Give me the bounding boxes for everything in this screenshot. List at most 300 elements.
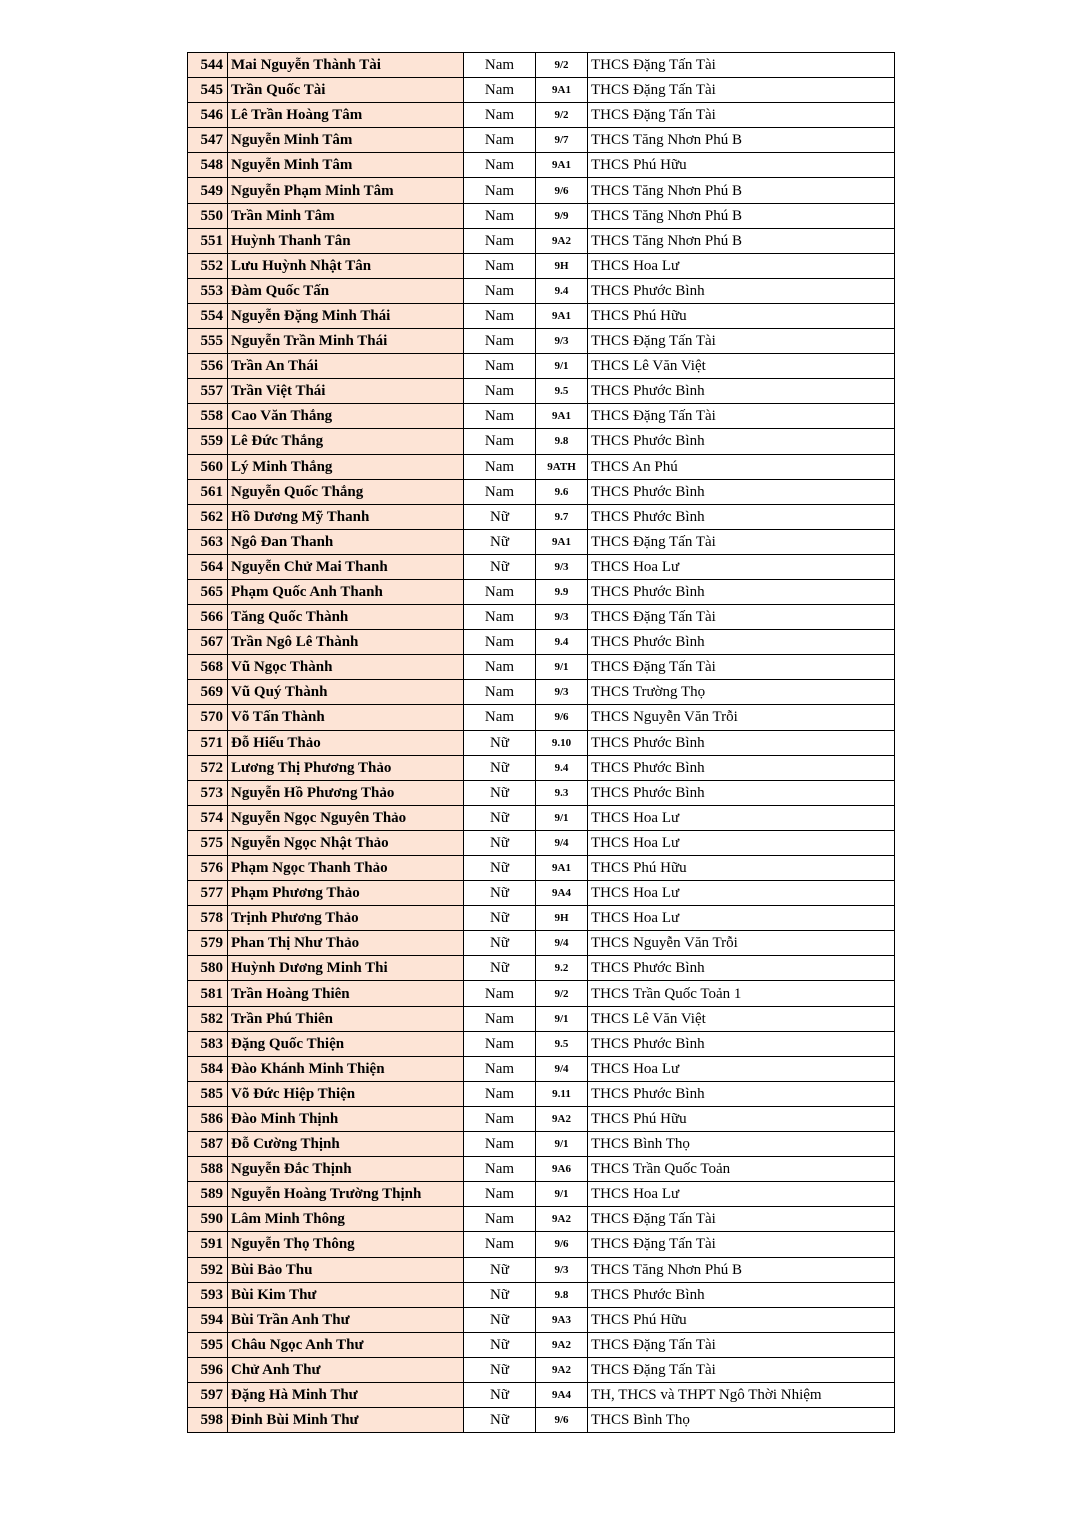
row-number-cell: 563 bbox=[188, 529, 228, 554]
table-row bbox=[188, 278, 895, 303]
row-number-cell: 559 bbox=[188, 429, 228, 454]
class-cell: 9A4 bbox=[536, 881, 588, 906]
class-cell: 9.4 bbox=[536, 755, 588, 780]
row-number-cell: 587 bbox=[188, 1132, 228, 1157]
class-cell: 9.8 bbox=[536, 429, 588, 454]
table-row bbox=[188, 1207, 895, 1232]
student-name-cell: Vũ Ngọc Thành bbox=[228, 655, 464, 680]
student-name-cell: Lâm Minh Thông bbox=[228, 1207, 464, 1232]
table-row bbox=[188, 755, 895, 780]
student-name-cell: Đặng Hà Minh Thư bbox=[228, 1382, 464, 1407]
student-name-cell: Nguyễn Đắc Thịnh bbox=[228, 1157, 464, 1182]
row-number-cell: 598 bbox=[188, 1408, 228, 1433]
table-row bbox=[188, 1031, 895, 1056]
student-name-cell: Trần Phú Thiên bbox=[228, 1006, 464, 1031]
class-cell: 9A3 bbox=[536, 1307, 588, 1332]
student-name-cell: Phạm Ngọc Thanh Thảo bbox=[228, 856, 464, 881]
table-row bbox=[188, 705, 895, 730]
table-row bbox=[188, 830, 895, 855]
gender-cell: Nam bbox=[464, 655, 536, 680]
class-cell: 9/2 bbox=[536, 981, 588, 1006]
row-number-cell: 562 bbox=[188, 504, 228, 529]
table-row bbox=[188, 404, 895, 429]
class-cell: 9.11 bbox=[536, 1081, 588, 1106]
student-name-cell: Ngô Đan Thanh bbox=[228, 529, 464, 554]
class-cell: 9/3 bbox=[536, 554, 588, 579]
gender-cell: Nam bbox=[464, 1157, 536, 1182]
gender-cell: Nam bbox=[464, 153, 536, 178]
student-name-cell: Phạm Quốc Anh Thanh bbox=[228, 579, 464, 604]
gender-cell: Nam bbox=[464, 1056, 536, 1081]
student-name-cell: Nguyễn Quốc Thắng bbox=[228, 479, 464, 504]
row-number-cell: 577 bbox=[188, 881, 228, 906]
gender-cell: Nam bbox=[464, 329, 536, 354]
row-number-cell: 595 bbox=[188, 1332, 228, 1357]
gender-cell: Nam bbox=[464, 128, 536, 153]
gender-cell: Nam bbox=[464, 103, 536, 128]
table-row bbox=[188, 1157, 895, 1182]
school-cell: THCS Phú Hữu bbox=[588, 856, 895, 881]
row-number-cell: 546 bbox=[188, 103, 228, 128]
gender-cell: Nam bbox=[464, 379, 536, 404]
table-row bbox=[188, 605, 895, 630]
class-cell: 9.5 bbox=[536, 1031, 588, 1056]
class-cell: 9/6 bbox=[536, 705, 588, 730]
gender-cell: Nam bbox=[464, 1106, 536, 1131]
gender-cell: Nữ bbox=[464, 1382, 536, 1407]
school-cell: THCS Phước Bình bbox=[588, 429, 895, 454]
gender-cell: Nữ bbox=[464, 830, 536, 855]
gender-cell: Nam bbox=[464, 1182, 536, 1207]
gender-cell: Nam bbox=[464, 253, 536, 278]
school-cell: THCS Nguyễn Văn Trỗi bbox=[588, 705, 895, 730]
gender-cell: Nam bbox=[464, 1081, 536, 1106]
class-cell: 9/1 bbox=[536, 805, 588, 830]
table-row bbox=[188, 1307, 895, 1332]
class-cell: 9A1 bbox=[536, 153, 588, 178]
student-name-cell: Vũ Quý Thành bbox=[228, 680, 464, 705]
table-row bbox=[188, 630, 895, 655]
school-cell: THCS Lê Văn Việt bbox=[588, 1006, 895, 1031]
table-row bbox=[188, 906, 895, 931]
row-number-cell: 582 bbox=[188, 1006, 228, 1031]
class-cell: 9.4 bbox=[536, 630, 588, 655]
gender-cell: Nữ bbox=[464, 1307, 536, 1332]
student-name-cell: Nguyễn Phạm Minh Tâm bbox=[228, 178, 464, 203]
table-row bbox=[188, 479, 895, 504]
gender-cell: Nữ bbox=[464, 956, 536, 981]
student-list-table bbox=[187, 52, 895, 1433]
student-list-body bbox=[188, 53, 895, 1433]
school-cell: THCS Phước Bình bbox=[588, 379, 895, 404]
school-cell: THCS Đặng Tấn Tài bbox=[588, 103, 895, 128]
student-name-cell: Trần Hoàng Thiên bbox=[228, 981, 464, 1006]
gender-cell: Nam bbox=[464, 1207, 536, 1232]
student-name-cell: Tăng Quốc Thành bbox=[228, 605, 464, 630]
row-number-cell: 579 bbox=[188, 931, 228, 956]
class-cell: 9H bbox=[536, 253, 588, 278]
table-row bbox=[188, 128, 895, 153]
school-cell: THCS An Phú bbox=[588, 454, 895, 479]
gender-cell: Nam bbox=[464, 278, 536, 303]
gender-cell: Nam bbox=[464, 605, 536, 630]
row-number-cell: 588 bbox=[188, 1157, 228, 1182]
school-cell: THCS Hoa Lư bbox=[588, 906, 895, 931]
table-row bbox=[188, 1081, 895, 1106]
row-number-cell: 583 bbox=[188, 1031, 228, 1056]
row-number-cell: 558 bbox=[188, 404, 228, 429]
row-number-cell: 575 bbox=[188, 830, 228, 855]
student-name-cell: Hồ Dương Mỹ Thanh bbox=[228, 504, 464, 529]
class-cell: 9.5 bbox=[536, 379, 588, 404]
school-cell: THCS Phước Bình bbox=[588, 579, 895, 604]
school-cell: THCS Đặng Tấn Tài bbox=[588, 329, 895, 354]
row-number-cell: 564 bbox=[188, 554, 228, 579]
gender-cell: Nữ bbox=[464, 529, 536, 554]
table-row bbox=[188, 1257, 895, 1282]
school-cell: THCS Nguyễn Văn Trỗi bbox=[588, 931, 895, 956]
school-cell: THCS Đặng Tấn Tài bbox=[588, 404, 895, 429]
row-number-cell: 593 bbox=[188, 1282, 228, 1307]
school-cell: THCS Tăng Nhơn Phú B bbox=[588, 128, 895, 153]
class-cell: 9A1 bbox=[536, 856, 588, 881]
student-name-cell: Bùi Kim Thư bbox=[228, 1282, 464, 1307]
table-row bbox=[188, 203, 895, 228]
gender-cell: Nữ bbox=[464, 906, 536, 931]
table-row bbox=[188, 178, 895, 203]
row-number-cell: 550 bbox=[188, 203, 228, 228]
gender-cell: Nam bbox=[464, 1232, 536, 1257]
table-row bbox=[188, 1408, 895, 1433]
gender-cell: Nữ bbox=[464, 1357, 536, 1382]
gender-cell: Nữ bbox=[464, 805, 536, 830]
student-name-cell: Đỗ Hiếu Thảo bbox=[228, 730, 464, 755]
table-row bbox=[188, 981, 895, 1006]
table-row bbox=[188, 1382, 895, 1407]
class-cell: 9A2 bbox=[536, 1106, 588, 1131]
student-name-cell: Huỳnh Dương Minh Thi bbox=[228, 956, 464, 981]
student-name-cell: Lê Trần Hoàng Tâm bbox=[228, 103, 464, 128]
student-name-cell: Lưu Huỳnh Nhật Tân bbox=[228, 253, 464, 278]
student-name-cell: Huỳnh Thanh Tân bbox=[228, 228, 464, 253]
row-number-cell: 586 bbox=[188, 1106, 228, 1131]
row-number-cell: 544 bbox=[188, 53, 228, 78]
table-row bbox=[188, 956, 895, 981]
gender-cell: Nam bbox=[464, 178, 536, 203]
class-cell: 9/3 bbox=[536, 680, 588, 705]
class-cell: 9/1 bbox=[536, 1182, 588, 1207]
school-cell: THCS Phú Hữu bbox=[588, 303, 895, 328]
student-name-cell: Nguyễn Hoàng Trường Thịnh bbox=[228, 1182, 464, 1207]
table-row bbox=[188, 730, 895, 755]
table-row bbox=[188, 253, 895, 278]
school-cell: THCS Hoa Lư bbox=[588, 1056, 895, 1081]
row-number-cell: 565 bbox=[188, 579, 228, 604]
row-number-cell: 560 bbox=[188, 454, 228, 479]
school-cell: THCS Phước Bình bbox=[588, 1081, 895, 1106]
gender-cell: Nam bbox=[464, 53, 536, 78]
class-cell: 9A2 bbox=[536, 1357, 588, 1382]
row-number-cell: 553 bbox=[188, 278, 228, 303]
table-row bbox=[188, 153, 895, 178]
table-row bbox=[188, 1357, 895, 1382]
student-name-cell: Mai Nguyễn Thành Tài bbox=[228, 53, 464, 78]
school-cell: THCS Đặng Tấn Tài bbox=[588, 1207, 895, 1232]
table-row bbox=[188, 554, 895, 579]
row-number-cell: 591 bbox=[188, 1232, 228, 1257]
class-cell: 9/3 bbox=[536, 1257, 588, 1282]
row-number-cell: 571 bbox=[188, 730, 228, 755]
student-name-cell: Đinh Bùi Minh Thư bbox=[228, 1408, 464, 1433]
class-cell: 9A2 bbox=[536, 228, 588, 253]
table-row bbox=[188, 1232, 895, 1257]
table-row bbox=[188, 354, 895, 379]
gender-cell: Nam bbox=[464, 680, 536, 705]
gender-cell: Nam bbox=[464, 1006, 536, 1031]
student-name-cell: Nguyễn Ngọc Nguyên Thảo bbox=[228, 805, 464, 830]
class-cell: 9A1 bbox=[536, 404, 588, 429]
gender-cell: Nam bbox=[464, 479, 536, 504]
student-name-cell: Võ Tấn Thành bbox=[228, 705, 464, 730]
class-cell: 9.2 bbox=[536, 956, 588, 981]
class-cell: 9.4 bbox=[536, 278, 588, 303]
gender-cell: Nam bbox=[464, 705, 536, 730]
table-row bbox=[188, 579, 895, 604]
row-number-cell: 549 bbox=[188, 178, 228, 203]
row-number-cell: 573 bbox=[188, 780, 228, 805]
class-cell: 9A6 bbox=[536, 1157, 588, 1182]
table-row bbox=[188, 680, 895, 705]
class-cell: 9/9 bbox=[536, 203, 588, 228]
student-name-cell: Nguyễn Trần Minh Thái bbox=[228, 329, 464, 354]
school-cell: THCS Đặng Tấn Tài bbox=[588, 1332, 895, 1357]
school-cell: THCS Phước Bình bbox=[588, 780, 895, 805]
student-name-cell: Lê Đức Thắng bbox=[228, 429, 464, 454]
class-cell: 9.10 bbox=[536, 730, 588, 755]
school-cell: THCS Đặng Tấn Tài bbox=[588, 53, 895, 78]
row-number-cell: 551 bbox=[188, 228, 228, 253]
table-row bbox=[188, 1056, 895, 1081]
row-number-cell: 548 bbox=[188, 153, 228, 178]
student-name-cell: Châu Ngọc Anh Thư bbox=[228, 1332, 464, 1357]
student-name-cell: Trịnh Phương Thảo bbox=[228, 906, 464, 931]
table-row bbox=[188, 228, 895, 253]
student-name-cell: Trần Ngô Lê Thành bbox=[228, 630, 464, 655]
table-row bbox=[188, 379, 895, 404]
student-name-cell: Đào Khánh Minh Thiện bbox=[228, 1056, 464, 1081]
table-row bbox=[188, 1132, 895, 1157]
school-cell: THCS Phước Bình bbox=[588, 630, 895, 655]
gender-cell: Nữ bbox=[464, 931, 536, 956]
gender-cell: Nam bbox=[464, 429, 536, 454]
row-number-cell: 589 bbox=[188, 1182, 228, 1207]
class-cell: 9A1 bbox=[536, 529, 588, 554]
class-cell: 9/1 bbox=[536, 1132, 588, 1157]
student-name-cell: Trần Quốc Tài bbox=[228, 78, 464, 103]
school-cell: THCS Đặng Tấn Tài bbox=[588, 605, 895, 630]
school-cell: TH, THCS và THPT Ngô Thời Nhiệm bbox=[588, 1382, 895, 1407]
student-name-cell: Cao Văn Thắng bbox=[228, 404, 464, 429]
row-number-cell: 581 bbox=[188, 981, 228, 1006]
gender-cell: Nam bbox=[464, 630, 536, 655]
row-number-cell: 584 bbox=[188, 1056, 228, 1081]
student-name-cell: Trần An Thái bbox=[228, 354, 464, 379]
school-cell: THCS Tăng Nhơn Phú B bbox=[588, 228, 895, 253]
class-cell: 9/7 bbox=[536, 128, 588, 153]
school-cell: THCS Tăng Nhơn Phú B bbox=[588, 178, 895, 203]
row-number-cell: 556 bbox=[188, 354, 228, 379]
class-cell: 9A1 bbox=[536, 78, 588, 103]
table-row bbox=[188, 1282, 895, 1307]
gender-cell: Nam bbox=[464, 454, 536, 479]
school-cell: THCS Phước Bình bbox=[588, 1282, 895, 1307]
table-row bbox=[188, 1332, 895, 1357]
class-cell: 9A1 bbox=[536, 303, 588, 328]
school-cell: THCS Hoa Lư bbox=[588, 253, 895, 278]
class-cell: 9H bbox=[536, 906, 588, 931]
class-cell: 9.9 bbox=[536, 579, 588, 604]
gender-cell: Nam bbox=[464, 303, 536, 328]
class-cell: 9/1 bbox=[536, 354, 588, 379]
class-cell: 9ATH bbox=[536, 454, 588, 479]
table-row bbox=[188, 856, 895, 881]
gender-cell: Nam bbox=[464, 78, 536, 103]
student-name-cell: Nguyễn Chử Mai Thanh bbox=[228, 554, 464, 579]
student-name-cell: Đặng Quốc Thiện bbox=[228, 1031, 464, 1056]
table-row bbox=[188, 429, 895, 454]
school-cell: THCS Hoa Lư bbox=[588, 1182, 895, 1207]
row-number-cell: 574 bbox=[188, 805, 228, 830]
table-row bbox=[188, 103, 895, 128]
school-cell: THCS Trần Quốc Toản bbox=[588, 1157, 895, 1182]
student-name-cell: Đỗ Cường Thịnh bbox=[228, 1132, 464, 1157]
school-cell: THCS Phước Bình bbox=[588, 730, 895, 755]
school-cell: THCS Hoa Lư bbox=[588, 881, 895, 906]
table-row bbox=[188, 1006, 895, 1031]
table-row bbox=[188, 53, 895, 78]
row-number-cell: 561 bbox=[188, 479, 228, 504]
school-cell: THCS Hoa Lư bbox=[588, 805, 895, 830]
table-row bbox=[188, 303, 895, 328]
gender-cell: Nữ bbox=[464, 881, 536, 906]
row-number-cell: 596 bbox=[188, 1357, 228, 1382]
table-row bbox=[188, 931, 895, 956]
row-number-cell: 578 bbox=[188, 906, 228, 931]
row-number-cell: 552 bbox=[188, 253, 228, 278]
gender-cell: Nữ bbox=[464, 755, 536, 780]
table-row bbox=[188, 1182, 895, 1207]
row-number-cell: 597 bbox=[188, 1382, 228, 1407]
class-cell: 9/3 bbox=[536, 605, 588, 630]
student-name-cell: Nguyễn Đặng Minh Thái bbox=[228, 303, 464, 328]
gender-cell: Nữ bbox=[464, 1282, 536, 1307]
gender-cell: Nữ bbox=[464, 856, 536, 881]
class-cell: 9/1 bbox=[536, 655, 588, 680]
gender-cell: Nam bbox=[464, 203, 536, 228]
student-name-cell: Trần Minh Tâm bbox=[228, 203, 464, 228]
school-cell: THCS Hoa Lư bbox=[588, 830, 895, 855]
student-name-cell: Phạm Phương Thảo bbox=[228, 881, 464, 906]
row-number-cell: 585 bbox=[188, 1081, 228, 1106]
class-cell: 9A2 bbox=[536, 1207, 588, 1232]
student-name-cell: Chử Anh Thư bbox=[228, 1357, 464, 1382]
gender-cell: Nam bbox=[464, 404, 536, 429]
school-cell: THCS Phước Bình bbox=[588, 479, 895, 504]
class-cell: 9/4 bbox=[536, 931, 588, 956]
student-name-cell: Võ Đức Hiệp Thiện bbox=[228, 1081, 464, 1106]
gender-cell: Nam bbox=[464, 1132, 536, 1157]
gender-cell: Nữ bbox=[464, 730, 536, 755]
school-cell: THCS Đặng Tấn Tài bbox=[588, 529, 895, 554]
school-cell: THCS Đặng Tấn Tài bbox=[588, 78, 895, 103]
row-number-cell: 592 bbox=[188, 1257, 228, 1282]
student-name-cell: Đàm Quốc Tấn bbox=[228, 278, 464, 303]
student-name-cell: Nguyễn Thọ Thông bbox=[228, 1232, 464, 1257]
class-cell: 9/2 bbox=[536, 53, 588, 78]
school-cell: THCS Phước Bình bbox=[588, 278, 895, 303]
school-cell: THCS Lê Văn Việt bbox=[588, 354, 895, 379]
row-number-cell: 569 bbox=[188, 680, 228, 705]
class-cell: 9/2 bbox=[536, 103, 588, 128]
class-cell: 9/4 bbox=[536, 830, 588, 855]
gender-cell: Nữ bbox=[464, 554, 536, 579]
student-name-cell: Nguyễn Hồ Phương Thảo bbox=[228, 780, 464, 805]
row-number-cell: 557 bbox=[188, 379, 228, 404]
row-number-cell: 566 bbox=[188, 605, 228, 630]
table-row bbox=[188, 881, 895, 906]
class-cell: 9/4 bbox=[536, 1056, 588, 1081]
row-number-cell: 555 bbox=[188, 329, 228, 354]
class-cell: 9/3 bbox=[536, 329, 588, 354]
school-cell: THCS Phú Hữu bbox=[588, 153, 895, 178]
row-number-cell: 590 bbox=[188, 1207, 228, 1232]
row-number-cell: 576 bbox=[188, 856, 228, 881]
row-number-cell: 580 bbox=[188, 956, 228, 981]
school-cell: THCS Bình Thọ bbox=[588, 1132, 895, 1157]
row-number-cell: 568 bbox=[188, 655, 228, 680]
school-cell: THCS Tăng Nhơn Phú B bbox=[588, 1257, 895, 1282]
table-row bbox=[188, 805, 895, 830]
row-number-cell: 570 bbox=[188, 705, 228, 730]
gender-cell: Nữ bbox=[464, 1408, 536, 1433]
student-name-cell: Lương Thị Phương Thảo bbox=[228, 755, 464, 780]
class-cell: 9A4 bbox=[536, 1382, 588, 1407]
class-cell: 9/6 bbox=[536, 1232, 588, 1257]
gender-cell: Nữ bbox=[464, 1332, 536, 1357]
school-cell: THCS Phước Bình bbox=[588, 956, 895, 981]
gender-cell: Nữ bbox=[464, 504, 536, 529]
school-cell: THCS Đặng Tấn Tài bbox=[588, 1357, 895, 1382]
row-number-cell: 594 bbox=[188, 1307, 228, 1332]
row-number-cell: 572 bbox=[188, 755, 228, 780]
gender-cell: Nam bbox=[464, 579, 536, 604]
school-cell: THCS Phú Hữu bbox=[588, 1106, 895, 1131]
school-cell: THCS Tăng Nhơn Phú B bbox=[588, 203, 895, 228]
gender-cell: Nữ bbox=[464, 780, 536, 805]
student-name-cell: Nguyễn Minh Tâm bbox=[228, 128, 464, 153]
school-cell: THCS Phước Bình bbox=[588, 1031, 895, 1056]
school-cell: THCS Phú Hữu bbox=[588, 1307, 895, 1332]
school-cell: THCS Phước Bình bbox=[588, 504, 895, 529]
student-name-cell: Phan Thị Như Thảo bbox=[228, 931, 464, 956]
school-cell: THCS Trần Quốc Toản 1 bbox=[588, 981, 895, 1006]
class-cell: 9.8 bbox=[536, 1282, 588, 1307]
gender-cell: Nam bbox=[464, 228, 536, 253]
class-cell: 9.3 bbox=[536, 780, 588, 805]
class-cell: 9/1 bbox=[536, 1006, 588, 1031]
school-cell: THCS Đặng Tấn Tài bbox=[588, 655, 895, 680]
school-cell: THCS Phước Bình bbox=[588, 755, 895, 780]
